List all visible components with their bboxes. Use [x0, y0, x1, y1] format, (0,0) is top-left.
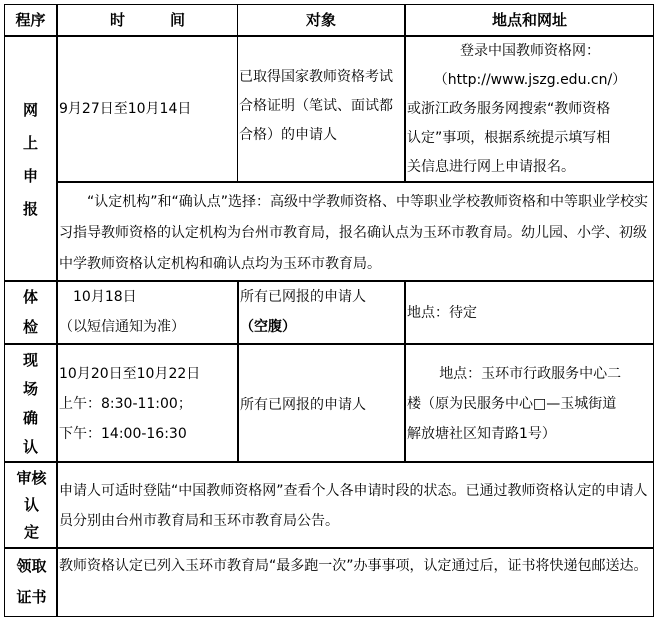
procedure-char: 审核 [16, 469, 47, 487]
row-divider-review [4, 547, 654, 549]
location-line: 解放塘社区知青路1号） [407, 426, 556, 442]
border-bottom [4, 616, 654, 617]
physical-location: 地点：待定 [407, 305, 477, 321]
procedure-char: 场 [22, 380, 38, 398]
procedure-physical [5, 282, 56, 342]
procedure-char: 检 [22, 318, 38, 336]
procedure-char: 确 [22, 409, 38, 427]
physical-time [59, 282, 237, 342]
header-time: 时 间 [109, 11, 185, 29]
procedure-char: 网 [22, 101, 38, 119]
online-location [407, 37, 653, 182]
header-target: 对象 [305, 11, 336, 29]
onsite-date-range: 10月20日至10月22日 [59, 366, 201, 382]
physical-date-note: （以短信通知为准） [59, 319, 185, 335]
location-line: 关信息进行网上申请报名。 [407, 159, 575, 175]
online-target: 已取得国家教师资格考试合格证明（笔试、面试都合格）的申请人 [239, 69, 393, 143]
physical-fasting-note: （空腹） [240, 319, 296, 335]
procedure-char: 认 [22, 438, 38, 456]
location-line: 地点：玉环市行政服务中心二 [439, 366, 622, 382]
website-link[interactable]: （http://www.jszg.edu.cn/） [433, 72, 627, 88]
onsite-target: 所有已网报的申请人 [240, 397, 366, 413]
location-line: 或浙江政务服务网搜索“教师资格 [407, 101, 611, 117]
physical-date: 10月18日 [73, 289, 137, 305]
procedure-char: 上 [22, 134, 38, 152]
physical-target-text: 所有已网报的申请人 [240, 289, 366, 305]
procedure-certificate [5, 551, 58, 613]
header-procedure: 程序 [15, 11, 46, 29]
physical-target [240, 282, 404, 342]
header-location: 地点和网址 [491, 11, 567, 29]
procedure-char: 现 [22, 351, 38, 369]
procedure-review [5, 465, 58, 546]
certificate-content: 教师资格认定已列入玉环市教育局“最多跑一次”办事事项，认定通过后，证书将快递包邮送达。 [59, 558, 648, 574]
row-divider-onsite [4, 461, 654, 463]
procedure-char: 认 [23, 496, 39, 514]
procedure-char: 领取 [16, 557, 47, 575]
location-line: 登录中国教师资格网： [460, 43, 600, 59]
procedure-char: 证书 [16, 588, 47, 606]
col-divider-time-2 [237, 281, 239, 462]
procedure-online [5, 94, 56, 226]
schedule-table [4, 4, 654, 617]
onsite-morning: 上午：8:30-11:00； [59, 396, 192, 412]
border-right [653, 4, 654, 617]
row-divider-physical [4, 343, 654, 345]
online-time: 9月27日至10月14日 [59, 101, 192, 117]
procedure-char: 定 [23, 523, 39, 541]
procedure-char: 申 [22, 167, 38, 185]
online-note: “认定机构”和“确认点”选择：高级中学教师资格、中等职业学校教师资格和中等职业学校实习指导教师资格的认定机构为台州市教育局，报名确认点为玉环市教育局。幼儿园、小学、初级中学教师资格认定机构和确认点均为玉环市教育局。 [59, 194, 649, 272]
review-content: 申请人可适时登陆“中国教师资格网”查看个人各申请时段的状态。已通过教师资格认定的申请人员分别由台州市教育局和玉环市教育局公告。 [59, 483, 648, 529]
location-line: 楼（原为民服务中心□—玉城街道 [407, 396, 617, 412]
onsite-time [59, 359, 237, 449]
procedure-onsite [5, 346, 56, 462]
location-line: 认定”事项，根据系统提示填写相 [407, 130, 611, 146]
col-divider-target-2 [404, 281, 406, 462]
procedure-char: 报 [22, 200, 38, 218]
onsite-afternoon: 下午：14:00-16:30 [59, 426, 187, 442]
procedure-char: 体 [22, 288, 38, 306]
onsite-location [407, 359, 653, 449]
